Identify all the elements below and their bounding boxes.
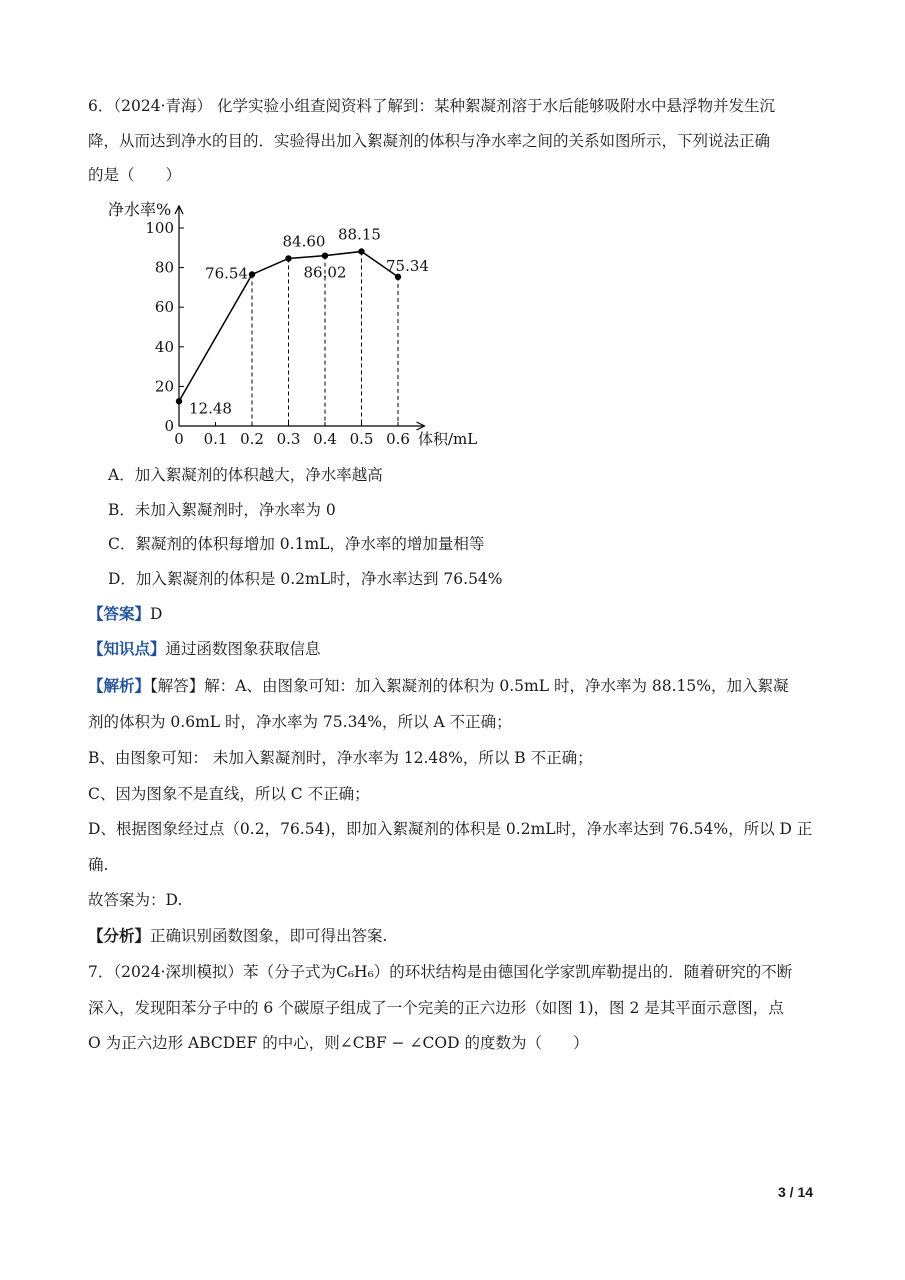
data-label: 84.60 [282, 232, 326, 251]
x-tick-label: 0.1 [203, 430, 228, 448]
chart-labels [108, 200, 477, 448]
x-tick-label: 0.4 [313, 430, 337, 448]
q6-source: （2024·青海） [113, 97, 212, 115]
y-tick-label: 40 [154, 337, 174, 356]
y-tick-label: 80 [154, 258, 174, 277]
analysis-line4: C、因为图象不是直线，所以 C 不正确； [88, 785, 370, 803]
analysis-line1 [88, 676, 789, 696]
data-point [249, 271, 255, 277]
option-a: A．加入絮凝剂的体积越大，净水率越高 [108, 466, 383, 484]
fenxi-value: 正确识别函数图象，即可得出答案. [150, 927, 388, 945]
answer-line [88, 604, 162, 624]
data-label: 12.48 [189, 399, 232, 418]
knowledge-value: 通过函数图象获取信息 [165, 640, 321, 658]
knowledge-line [88, 639, 321, 659]
analysis-line6: 确. [88, 856, 109, 874]
option-d: D．加入絮凝剂的体积是 0.2mL时，净水率达到 76.54% [108, 570, 503, 588]
page-number: 3 / 14 [778, 1184, 814, 1200]
q6-line1 [88, 96, 775, 116]
q7-line2: 深入，发现阳苯分子中的 6 个碳原子组成了一个完美的正六边形（如图 1)，图 2 是其平面示意图，点 [88, 999, 784, 1017]
analysis-line2: 剂的体积为 0.6mL 时，净水率为 75.34%，所以 A 不正确； [88, 713, 512, 731]
x-tick-label: 0.5 [349, 430, 374, 448]
data-point [176, 398, 182, 404]
chart [100, 196, 520, 451]
fenxi-line [88, 926, 387, 946]
analysis-tag: 【解析】 [88, 676, 151, 695]
x-tick-label: 0.2 [240, 430, 264, 448]
data-label: 75.34 [386, 256, 429, 275]
data-label: 88.15 [338, 225, 381, 244]
q6-text-1: 化学实验小组查阅资料了解到：某种絮凝剂溶于水后能够吸附水中悬浮物并发生沉 [216, 97, 775, 115]
data-point [285, 255, 291, 261]
analysis-text-1: 【解答】解：A、由图象可知：加入絮凝剂的体积为 0.5mL 时，净水率为 88.15%，加入絮凝 [150, 677, 789, 695]
option-c: C．絮凝剂的体积每增加 0.1mL，净水率的增加量相等 [108, 535, 485, 553]
x-axis-label: 体积/mL [418, 430, 478, 448]
analysis-line5: D、根据图象经过点（0.2，76.54)，即加入絮凝剂的体积是 0.2mL时，净水率达到 76.54%，所以 D 正 [88, 820, 813, 838]
q6-line2: 降，从而达到净水的目的．实验得出加入絮凝剂的体积与净水率之间的关系如图所示，下列说法正确 [88, 132, 771, 150]
y-tick-label: 60 [154, 298, 174, 317]
data-point [358, 248, 364, 254]
y-tick-label: 20 [154, 377, 174, 396]
knowledge-tag: 【知识点】 [88, 639, 166, 658]
option-b: B．未加入絮凝剂时，净水率为 0 [108, 501, 336, 519]
answer-value: D [150, 605, 163, 623]
data-point [322, 252, 328, 258]
q7-line3: O 为正六边形 ABCDEF 的中心，则∠CBF − ∠COD 的度数为（ ） [88, 1034, 589, 1052]
x-tick-label: 0.6 [386, 430, 410, 448]
q6-line3: 的是（ ） [88, 166, 182, 184]
q6-number: 6． [88, 97, 114, 115]
x-tick-label: 0 [174, 430, 184, 448]
analysis-line3: B、由图象可知： 未加入絮凝剂时，净水率为 12.48%，所以 B 不正确； [88, 749, 593, 767]
answer-tag: 【答案】 [88, 604, 151, 623]
q7-line1: 7．（2024·深圳模拟）苯（分子式为C₆H₆）的环状结构是由德国化学家凯库勒提出的．随着研究的不断 [88, 963, 793, 981]
data-label: 76.54 [205, 264, 248, 283]
y-tick-label: 0 [164, 417, 174, 435]
data-label: 86.02 [303, 263, 347, 282]
x-tick-label: 0.3 [276, 430, 301, 448]
y-tick-label: 100 [145, 219, 174, 237]
conclusion-line: 故答案为：D. [88, 891, 183, 909]
fenxi-tag: 【分析】 [88, 926, 151, 945]
y-axis-label: 净水率% [108, 200, 172, 219]
